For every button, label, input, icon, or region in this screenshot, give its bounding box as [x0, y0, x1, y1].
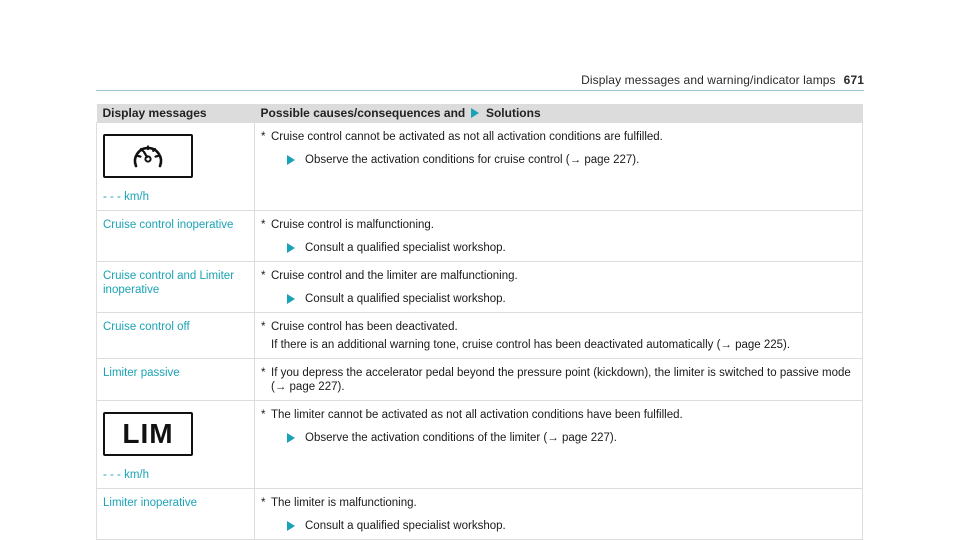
step-arrow-icon: [287, 521, 295, 531]
cruise-control-speedometer-icon: [103, 134, 193, 178]
table-row: [97, 262, 863, 313]
step-arrow-icon: [287, 155, 295, 165]
speed-display-label: - - - km/h: [103, 191, 149, 203]
step-arrow-icon: [287, 243, 295, 253]
table-row: [97, 489, 863, 540]
cause-cell: * If you depress the accelerator pedal beyond the pressure point (kickdown), the limiter is switched to passive mode (→ page 227).: [255, 359, 863, 401]
solution-step: Consult a qualified specialist workshop.: [305, 242, 506, 254]
table-row: [97, 211, 863, 262]
table-row: [97, 401, 863, 489]
page-number: 671: [843, 73, 864, 87]
cause-text: Cruise control has been deactivated.: [271, 321, 458, 333]
limiter-lim-icon: LIM: [103, 412, 193, 456]
cause-cell: * The limiter cannot be activated as not all activation conditions have been fulfilled. Observe the activation conditions of the limiter (→ page 227).: [255, 401, 863, 489]
table-row: [97, 123, 863, 211]
col-header-causes: Possible causes/consequences and Solutions: [255, 104, 863, 123]
cause-cell: * Cruise control is malfunctioning. Consult a qualified specialist workshop.: [255, 211, 863, 262]
message-cell: Limiter inoperative: [97, 489, 255, 540]
cause-cell: * The limiter is malfunctioning. Consult a qualified specialist workshop.: [255, 489, 863, 540]
solution-step: Consult a qualified specialist workshop.: [305, 520, 506, 532]
cause-text: Cruise control and the limiter are malfunctioning.: [271, 270, 518, 282]
solution-step: Observe the activation conditions for cruise control (→ page 227).: [305, 154, 640, 166]
cause-text: Cruise control cannot be activated as not all activation conditions are fulfilled.: [271, 131, 663, 143]
cause-note: (→ page 227).: [271, 381, 345, 393]
table-row: [97, 359, 863, 401]
cause-text: If you depress the accelerator pedal beyond the pressure point (kickdown), the limiter is switched to passive mode: [271, 367, 851, 379]
cause-text: Cruise control is malfunctioning.: [271, 219, 434, 231]
message-cell: [97, 123, 255, 211]
table-row: [97, 313, 863, 359]
solution-step: Consult a qualified specialist workshop.: [305, 293, 506, 305]
cause-text: The limiter is malfunctioning.: [271, 497, 417, 509]
solution-step: Observe the activation conditions of the limiter (→ page 227).: [305, 432, 617, 444]
message-cell: Cruise control inoperative: [97, 211, 255, 262]
message-cell: [97, 401, 255, 489]
play-arrow-icon: [471, 108, 479, 118]
step-arrow-icon: [287, 433, 295, 443]
speed-display-label: - - - km/h: [103, 469, 149, 481]
message-cell: Cruise control and Limiter inoperative: [97, 262, 255, 313]
message-cell: Cruise control off: [97, 313, 255, 359]
message-cell: Limiter passive: [97, 359, 255, 401]
cause-text: The limiter cannot be activated as not all activation conditions have been fulfilled.: [271, 409, 683, 421]
step-arrow-icon: [287, 294, 295, 304]
header-title: Display messages and warning/indicator lamps: [581, 73, 836, 87]
col-header-display-messages: Display messages: [97, 104, 255, 123]
cause-cell: * Cruise control and the limiter are malfunctioning. Consult a qualified specialist workshop.: [255, 262, 863, 313]
page-header: [581, 73, 864, 87]
header-divider: [96, 90, 864, 91]
cause-cell: * Cruise control cannot be activated as not all activation conditions are fulfilled. Observe the activation conditions for cruise control (→ page 227).: [255, 123, 863, 211]
display-messages-table: [96, 104, 863, 540]
table-header-row: [97, 104, 863, 123]
cause-note: If there is an additional warning tone, cruise control has been deactivated automatically (→ page 225).: [271, 339, 791, 351]
cause-cell: * Cruise control has been deactivated. If there is an additional warning tone, cruise control has been deactivated automatically (→ page 225).: [255, 313, 863, 359]
